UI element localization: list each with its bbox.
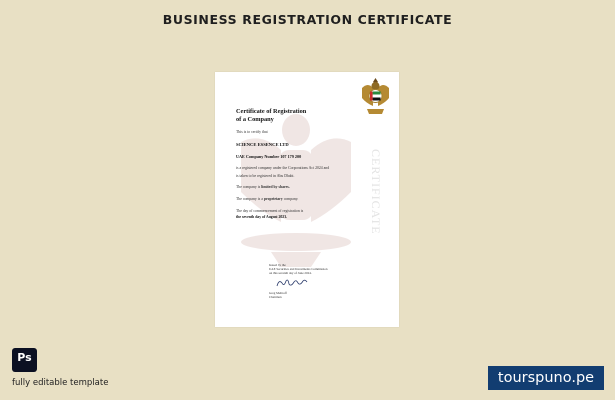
company-number: UAE Company Number 107 179 200	[236, 154, 302, 159]
photoshop-label: Ps	[17, 351, 32, 364]
issued-line3: on this seventh day of June 2024.	[269, 271, 312, 275]
issued-line2: UAE Securities and Investments Commission	[269, 267, 328, 271]
uae-emblem-icon	[359, 76, 392, 116]
proprietary-bold: proprietary	[263, 197, 283, 201]
signatory-title: Chairman	[269, 295, 282, 299]
signature-icon	[275, 277, 309, 289]
certificate-vertical-label: CERTIFICATE	[369, 149, 383, 235]
signatory-name: Greg Mehroff	[269, 291, 287, 295]
proprietary-prefix: The company is a	[236, 197, 263, 201]
brand-badge[interactable]	[488, 366, 604, 390]
certificate-document	[215, 72, 399, 327]
proprietary-suffix: company.	[283, 197, 299, 201]
issued-line1: Issued by the	[269, 263, 286, 267]
page-title: BUSINESS REGISTRATION CERTIFICATE	[162, 12, 453, 27]
commencement-line2: the seventh day of August 2023.	[236, 215, 288, 219]
certificate-heading-line1: Certificate of Registration	[236, 108, 307, 115]
proprietary-statement	[236, 197, 298, 202]
photoshop-icon	[12, 348, 37, 372]
company-name: SCIENCE ESSENCE LTD	[236, 142, 289, 147]
limited-statement	[236, 185, 290, 190]
registered-line2: is taken to be registered in Abu Dhabi.	[236, 174, 295, 178]
registered-line1: is a registered company under the Corporations Act 2024 and	[236, 166, 330, 170]
limited-bold: limited by shares.	[261, 185, 290, 189]
certificate-heading	[236, 108, 336, 123]
limited-prefix: The company is	[236, 185, 261, 189]
editable-template-label: fully editable template	[12, 378, 109, 388]
brand-label: tourspuno.pe	[497, 370, 595, 386]
commencement-line1: The day of commencement of registration is	[236, 209, 304, 213]
certify-text: This is to certify that	[236, 130, 268, 134]
certificate-heading-line2: of a Company	[236, 115, 274, 123]
